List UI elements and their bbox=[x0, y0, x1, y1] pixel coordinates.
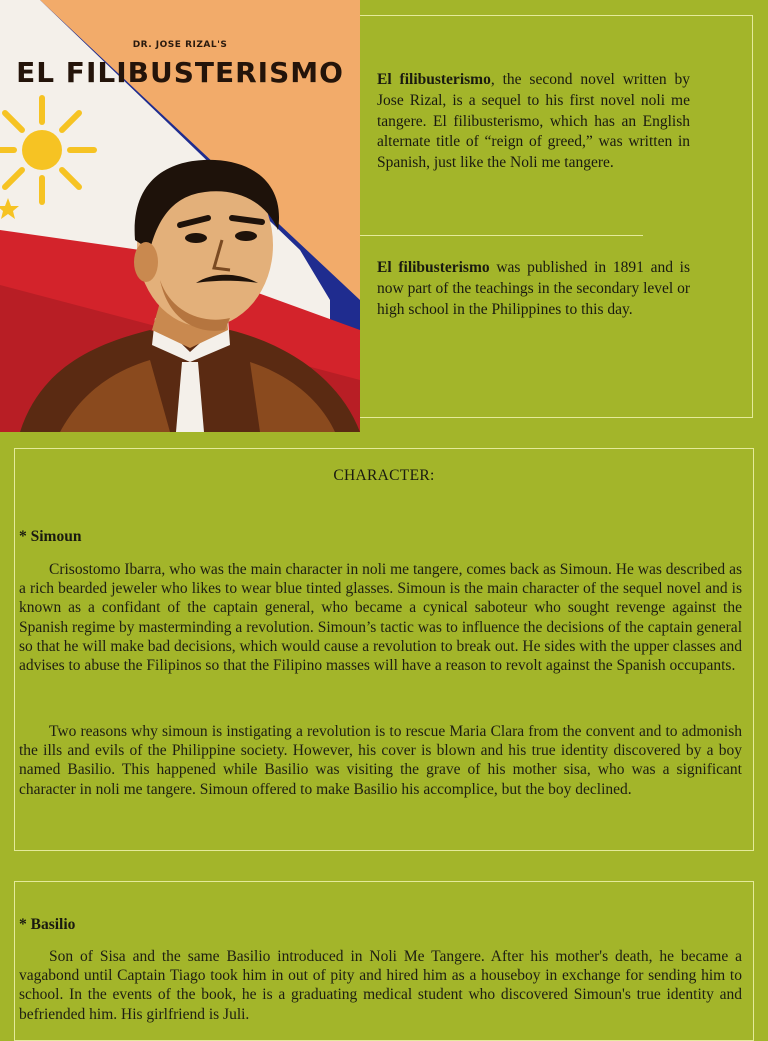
basilio-paragraph-1: Son of Sisa and the same Basilio introduced in Noli Me Tangere. After his mother's death, he became a vagabond until Captain Tiago took him in out of pity and hired him as a houseboy in exchange for sending him to school. In the events of the book, he is a graduating medical student who discovered Simoun's true identity and befriended him. His girlfriend is Juli. bbox=[19, 948, 742, 1023]
intro-paragraph-2 bbox=[377, 258, 690, 320]
basilio-name: * Basilio bbox=[19, 916, 76, 933]
intro-p1-bold: El filibusterismo bbox=[377, 71, 491, 88]
cover-subtitle: DR. JOSE RIZAL'S bbox=[132, 40, 228, 50]
character-heading: CHARACTER: bbox=[333, 467, 435, 484]
simoun-name: * Simoun bbox=[19, 528, 82, 545]
simoun-paragraph-1: Crisostomo Ibarra, who was the main character in noli me tangere, comes back as Simoun. He was described as a rich bearded jeweler who likes to wear blue tinted glasses. Simoun is the main character of the sequel novel and is known as a confidant of the captain general, who became a cynical saboteur who sought revenge against the Spanish regime by masterminding a revolution. Simoun’s tactic was to influence the decisions of the captain general so that he will make bad decisions, which would cause a revolution to break out. He sides with the upper classes and advises to abuse the Filipinos so that the Filipino masses will have a reason to revolt against the Spanish occupants. bbox=[19, 561, 742, 675]
book-cover-image bbox=[0, 0, 360, 432]
intro-p1-text: , the second novel written by Jose Rizal, is a sequel to his first novel noli me tangere. El filibusterismo, which has an English alternate title of “reign of greed,” was written in Spanish, just like the Noli me tangere. bbox=[377, 71, 690, 172]
intro-paragraph-1 bbox=[377, 70, 690, 174]
intro-p2-text: was published in 1891 and is now part of the teachings in the secondary level or high school in the Philippines to this day. bbox=[377, 259, 690, 318]
simoun-paragraph-2: Two reasons why simoun is instigating a revolution is to rescue Maria Clara from the convent and to admonish the ills and evils of the Philippine society. However, his cover is blown and his true identity discovered by a boy named Basilio. This happened while Basilio was visiting the grave of his mother sisa, who was a significant character in noli me tangere. Simoun offered to make Basilio his accomplice, but the boy declined. bbox=[19, 723, 742, 798]
intro-p2-bold: El filibusterismo bbox=[377, 259, 490, 276]
cover-title: EL FILIBUSTERISMO bbox=[16, 56, 344, 89]
intro-divider bbox=[360, 235, 643, 236]
